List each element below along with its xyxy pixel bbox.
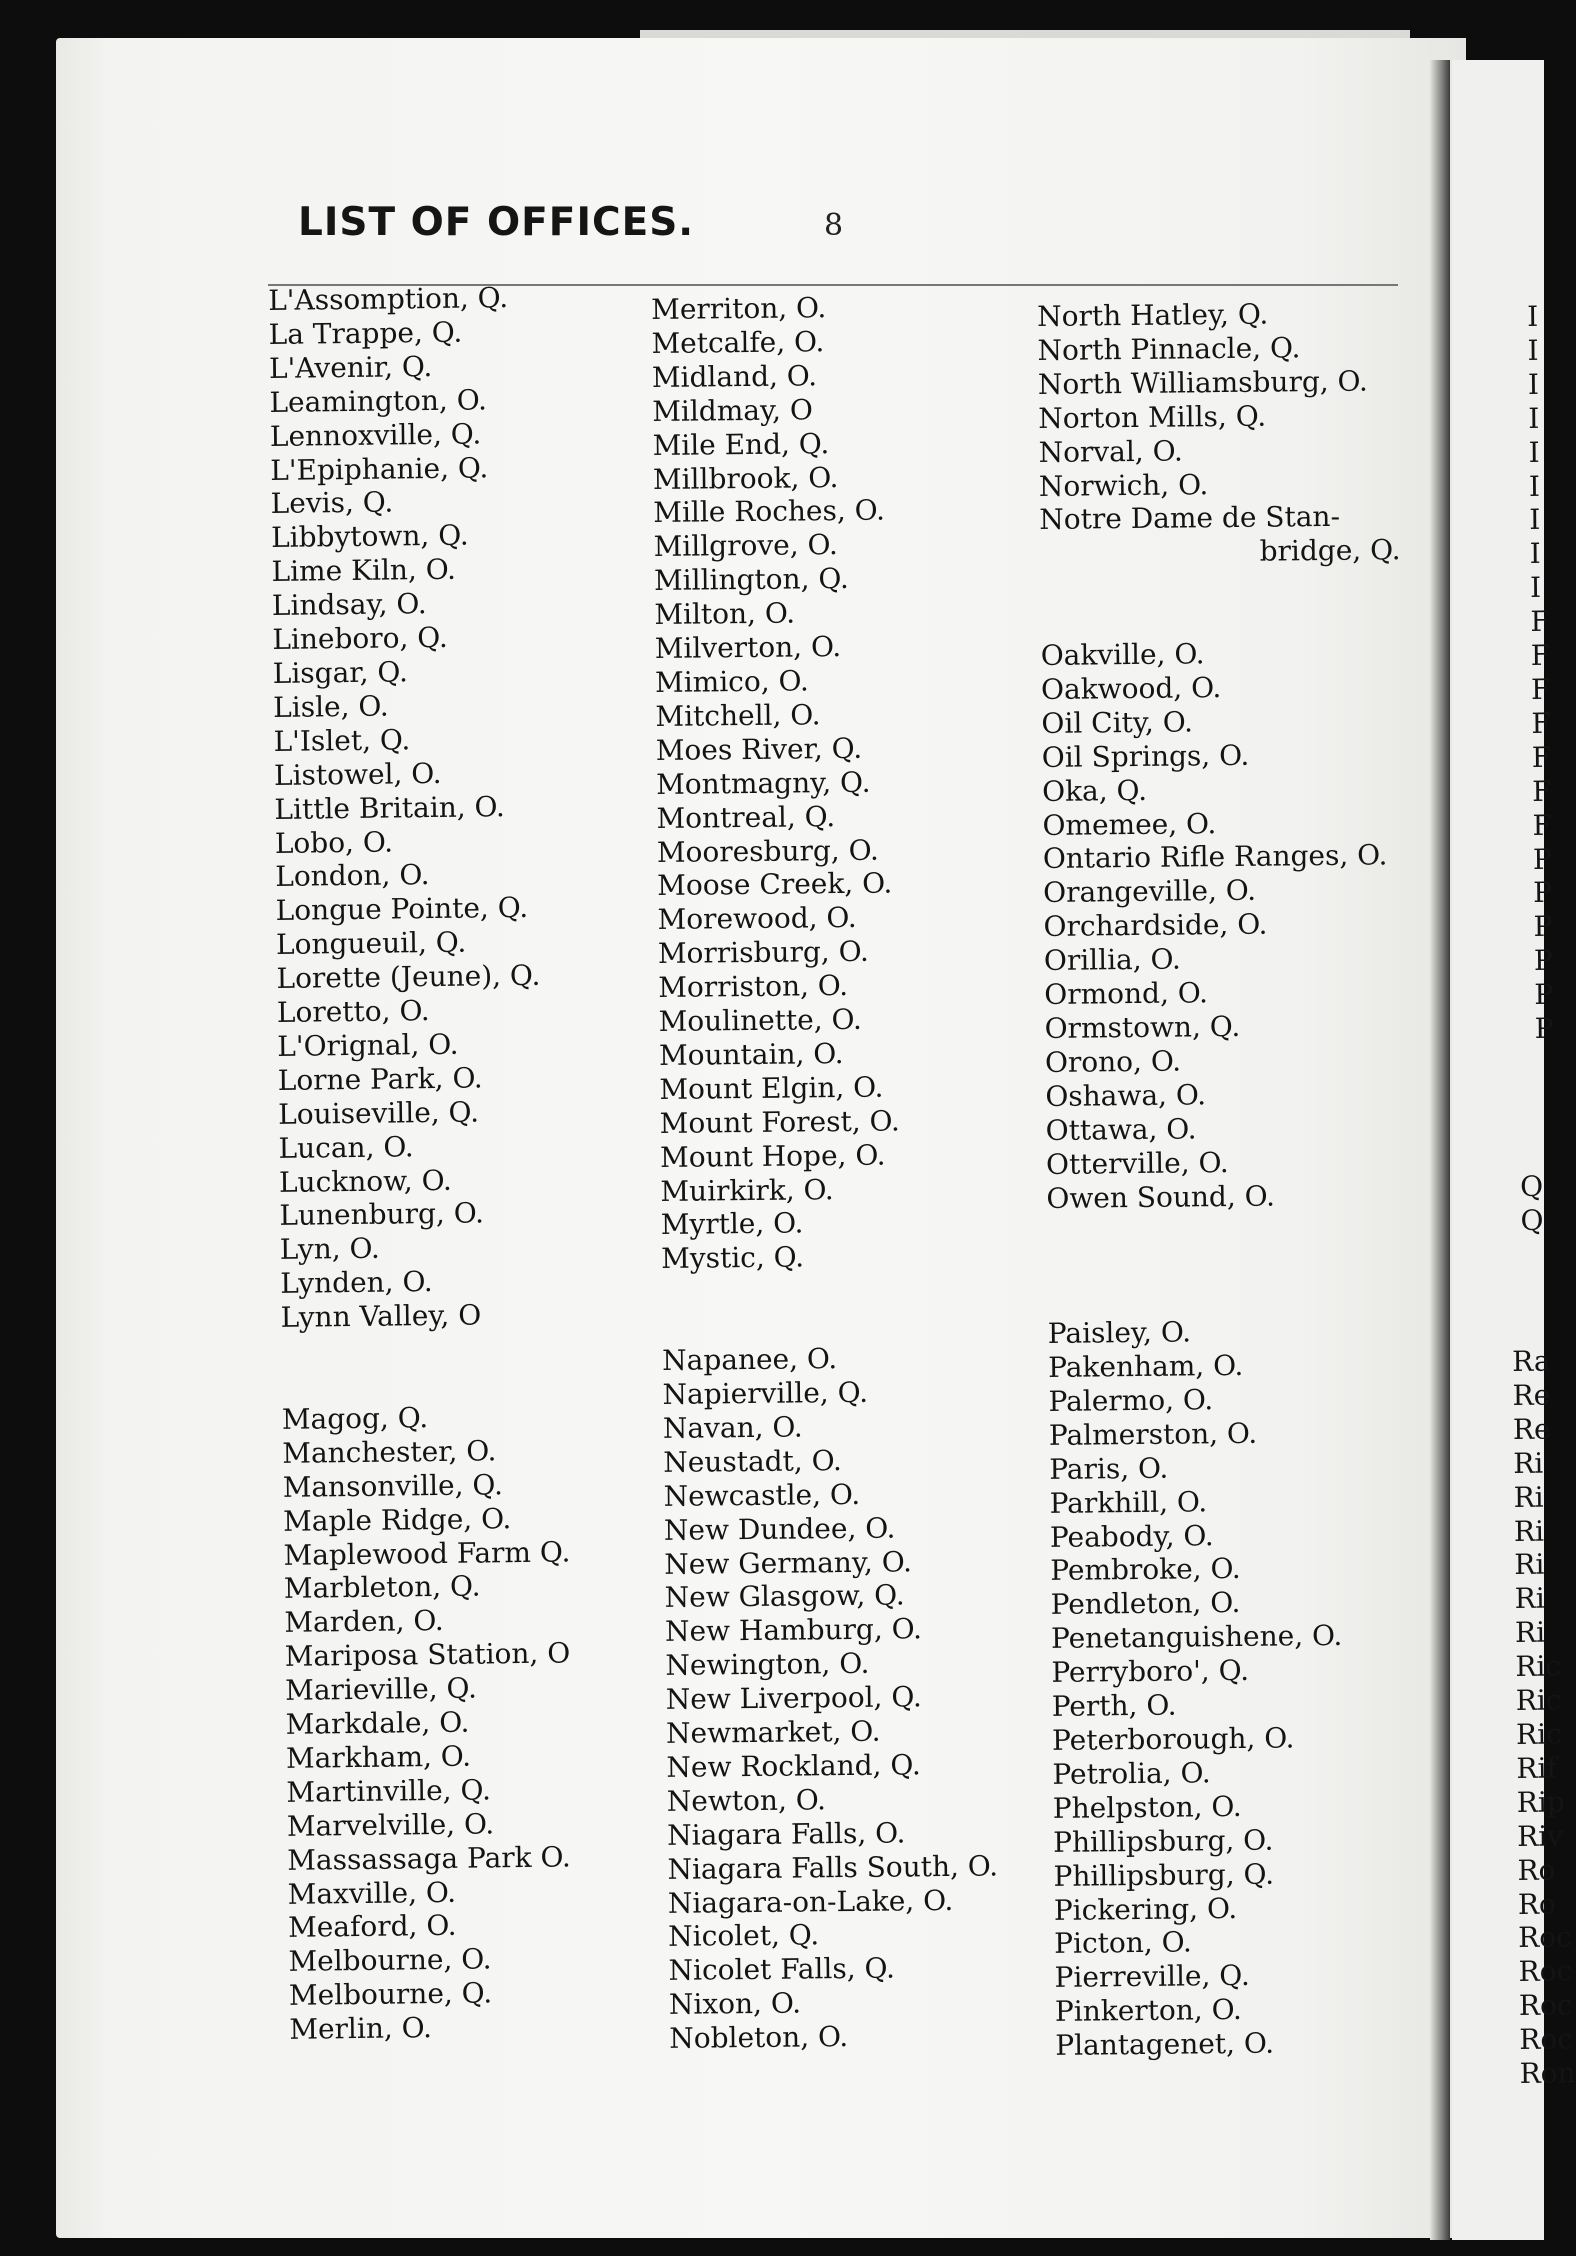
office-entry: Lisgar, Q. xyxy=(272,655,409,690)
office-entry: London, O. xyxy=(275,858,430,894)
office-entry: Napierville, Q. xyxy=(662,1375,869,1411)
office-entry: Orillia, O. xyxy=(1043,942,1181,978)
office-entry: Orangeville, O. xyxy=(1043,874,1257,910)
office-entry: Mille Roches, O. xyxy=(653,494,886,530)
office-entry: Norwich, O. xyxy=(1038,467,1209,503)
fragment-letters: Ri xyxy=(1513,1480,1544,1514)
office-entry: Phelpston, O. xyxy=(1052,1789,1242,1825)
office-entry: Magog, Q. xyxy=(281,1401,429,1436)
office-entry: Montreal, Q. xyxy=(656,799,836,835)
next-page-fragment-column-bottom xyxy=(1512,1344,1576,2090)
office-entry: Moulinette, O. xyxy=(658,1002,862,1038)
office-entry: Marvelville, O. xyxy=(286,1807,495,1843)
office-entry: North Hatley, Q. xyxy=(1037,297,1269,333)
office-entry: Notre Dame de Stan- xyxy=(1039,500,1341,537)
office-entry: Paris, O. xyxy=(1049,1451,1169,1486)
fragment-letters: I xyxy=(1529,537,1541,571)
fragment-letters: P xyxy=(1532,842,1552,876)
office-entry: Melbourne, O. xyxy=(288,1942,492,1979)
fragment-letters: F xyxy=(1530,672,1551,706)
office-entry: Mitchell, O. xyxy=(655,698,821,733)
office-entry: Napanee, O. xyxy=(662,1342,838,1378)
office-entry: L'Avenir, Q. xyxy=(268,349,433,385)
fragment-letters: Ro xyxy=(1517,1853,1556,1887)
office-entry: Maple Ridge, O. xyxy=(282,1501,512,1538)
fragment-letters: F xyxy=(1530,604,1550,639)
office-entry: New Dundee, O. xyxy=(663,1511,896,1547)
office-entry: Nicolet, Q. xyxy=(668,1918,820,1954)
office-entry: Pendleton, O. xyxy=(1050,1586,1241,1622)
office-entry: Niagara-on-Lake, O. xyxy=(667,1883,954,1920)
office-entry: La Trappe, Q. xyxy=(268,315,463,351)
office-entry: Niagara Falls, O. xyxy=(666,1816,906,1852)
office-entry: Norton Mills, Q. xyxy=(1038,399,1267,435)
office-entry: Ormstown, Q. xyxy=(1044,1009,1241,1045)
office-entry: Martinville, Q. xyxy=(286,1773,492,1809)
office-entry: Lindsay, O. xyxy=(271,587,427,623)
fragment-letters: Roc xyxy=(1518,1920,1573,1955)
fragment-letters: Ri xyxy=(1514,1548,1545,1582)
office-entry: Oka, Q. xyxy=(1041,773,1148,808)
list-gap xyxy=(281,1332,568,1369)
office-entry: Plantagenet, O. xyxy=(1055,2026,1275,2063)
fragment-letters: Ric xyxy=(1515,1683,1562,1718)
office-entry: Pinkerton, O. xyxy=(1054,1993,1243,2029)
office-entry: Lobo, O. xyxy=(274,825,394,860)
office-entry: Listowel, O. xyxy=(273,756,442,792)
list-gap xyxy=(661,1273,992,1310)
page-number: 8 xyxy=(824,208,844,243)
office-entry: Peterborough, O. xyxy=(1051,1721,1295,1757)
office-entry: Lisle, O. xyxy=(272,689,389,724)
list-gap xyxy=(1040,601,1401,639)
fragment-letters: Re xyxy=(1512,1412,1551,1446)
fragment-letters: Riv xyxy=(1516,1819,1564,1853)
office-entry: Lucknow, O. xyxy=(278,1163,452,1199)
office-entry: Otterville, O. xyxy=(1045,1145,1229,1181)
office-entry: Neustadt, O. xyxy=(663,1443,843,1479)
fragment-letters: Rip xyxy=(1516,1785,1565,1819)
office-entry: Morewood, O. xyxy=(657,901,857,937)
office-entry: Lucan, O. xyxy=(278,1129,414,1165)
office-entry: Mount Hope, O. xyxy=(659,1138,886,1174)
office-entry: Petrolia, O. xyxy=(1052,1756,1211,1791)
fragment-letters: Q xyxy=(1520,1169,1544,1203)
office-entry: Oil City, O. xyxy=(1041,705,1194,740)
office-entry: Lynden, O. xyxy=(280,1265,433,1301)
fragment-letters: F xyxy=(1531,774,1552,808)
office-entry: New Liverpool, Q. xyxy=(665,1680,923,1717)
office-entry: Ontario Rifle Ranges, O. xyxy=(1042,838,1388,876)
fragment-letters: P xyxy=(1533,876,1553,910)
office-entry: Navan, O. xyxy=(662,1410,803,1445)
office-entry: Paisley, O. xyxy=(1047,1315,1192,1351)
office-entry: Orchardside, O. xyxy=(1043,907,1268,944)
office-entry: Moose Creek, O. xyxy=(657,866,893,903)
office-entry: Mildmay, O xyxy=(652,393,814,428)
office-entry: bridge, Q. xyxy=(1259,533,1401,569)
office-column-3 xyxy=(1037,296,1416,2063)
office-entry: Oakwood, O. xyxy=(1040,671,1222,706)
office-entry: Marieville, Q. xyxy=(284,1671,478,1708)
office-entry: Louiseville, Q. xyxy=(277,1095,480,1131)
fragment-letters: Ri xyxy=(1513,1446,1544,1480)
office-entry: Perryboro', Q. xyxy=(1051,1654,1250,1690)
office-entry: Ottawa, O. xyxy=(1045,1112,1197,1147)
office-entry: Montmagny, Q. xyxy=(655,765,871,801)
office-entry: Mariposa Station, O xyxy=(284,1636,571,1674)
office-entry: Nixon, O. xyxy=(668,1986,802,2022)
office-entry: Metcalfe, O. xyxy=(651,325,825,360)
fragment-letters: P xyxy=(1533,910,1553,944)
office-entry: Morriston, O. xyxy=(658,969,849,1005)
office-entry: Little Britain, O. xyxy=(274,789,505,826)
fragment-letters: I xyxy=(1529,503,1541,537)
fragment-letters: Ra xyxy=(1512,1344,1551,1378)
fragment-letters: F xyxy=(1532,808,1553,842)
office-entry: Markham, O. xyxy=(285,1739,472,1775)
fragment-letters: I xyxy=(1528,435,1540,469)
fragment-letters: I xyxy=(1527,333,1539,367)
fragment-letters: Re xyxy=(1512,1378,1551,1412)
office-entry: Pickering, O. xyxy=(1053,1891,1238,1927)
fragment-letters: Ro xyxy=(1517,1887,1556,1921)
office-entry: Pierreville, Q. xyxy=(1054,1959,1250,1995)
fragment-letters: I xyxy=(1527,367,1540,401)
fragment-letters: P xyxy=(1534,1011,1554,1045)
office-entry: Lime Kiln, O. xyxy=(271,552,457,589)
office-entry: Mystic, Q. xyxy=(660,1240,805,1276)
office-entry: Palmerston, O. xyxy=(1048,1416,1258,1452)
office-entry: L'Islet, Q. xyxy=(273,723,411,758)
fragment-letters: Ric xyxy=(1515,1717,1562,1751)
office-entry: Milton, O. xyxy=(654,596,796,632)
office-entry: Lyn, O. xyxy=(279,1232,380,1267)
fragment-letters: F xyxy=(1531,706,1552,740)
office-entry: Marden, O. xyxy=(284,1604,444,1640)
office-entry: New Hamburg, O. xyxy=(664,1612,923,1649)
office-entry: Longueuil, Q. xyxy=(275,925,467,962)
office-entry: Perth, O. xyxy=(1051,1688,1177,1724)
office-entry: Massassaga Park O. xyxy=(287,1840,571,1877)
office-entry: Moes River, Q. xyxy=(655,731,863,767)
office-entry: Phillipsburg, O. xyxy=(1052,1823,1274,1859)
office-entry: Lineboro, Q. xyxy=(272,620,448,657)
office-entry: Omemee, O. xyxy=(1042,806,1217,842)
office-entry: Newcastle, O. xyxy=(663,1477,861,1513)
office-entry: Newington, O. xyxy=(665,1647,870,1683)
office-entry: L'Assomption, Q. xyxy=(268,281,509,317)
office-entry: Millington, Q. xyxy=(653,562,850,598)
office-entry: Norval, O. xyxy=(1038,434,1183,469)
office-entry: North Pinnacle, Q. xyxy=(1037,331,1301,367)
office-entry: Nobleton, O. xyxy=(669,2020,849,2056)
office-entry: Lorette (Jeune), Q. xyxy=(276,958,541,996)
office-entry: Muirkirk, O. xyxy=(660,1172,834,1208)
office-entry: L'Orignal, O. xyxy=(277,1027,459,1063)
office-entry: Penetanguishene, O. xyxy=(1050,1619,1343,1656)
list-gap xyxy=(1040,567,1401,605)
office-entry: North Williamsburg, O. xyxy=(1037,364,1368,401)
office-entry: New Glasgow, Q. xyxy=(664,1578,905,1615)
office-entry: Maplewood Farm Q. xyxy=(283,1534,571,1572)
list-gap xyxy=(662,1307,993,1344)
office-entry: L'Epiphanie, Q. xyxy=(270,450,489,487)
office-entry: Marbleton, Q. xyxy=(283,1569,481,1606)
fragment-letters: Q xyxy=(1520,1203,1544,1237)
office-entry: Lunenburg, O. xyxy=(279,1196,485,1233)
fragment-letters: Ri xyxy=(1513,1514,1545,1548)
office-entry: Melbourne, Q. xyxy=(288,1976,493,2013)
office-entry: Loretto, O. xyxy=(276,994,430,1029)
office-entry: Pembroke, O. xyxy=(1050,1552,1241,1588)
office-entry: Orono, O. xyxy=(1044,1044,1182,1079)
office-entry: Mansonville, Q. xyxy=(282,1467,504,1504)
fragment-letters: Ric xyxy=(1515,1649,1562,1684)
office-entry: Picton, O. xyxy=(1054,1925,1193,1961)
office-entry: Markdale, O. xyxy=(285,1705,470,1741)
page-gutter xyxy=(1430,60,1450,2240)
fragment-letters: Ri xyxy=(1514,1615,1546,1650)
office-entry: Longue Pointe, Q. xyxy=(275,891,529,928)
office-column-2 xyxy=(651,290,1000,2056)
office-entry: Levis, Q. xyxy=(270,485,394,521)
office-entry: Phillipsburg, Q. xyxy=(1053,1857,1275,1893)
office-entry: Mooresburg, O. xyxy=(656,833,880,869)
office-entry: New Germany, O. xyxy=(664,1544,913,1581)
office-entry: Merriton, O. xyxy=(651,291,827,326)
office-entry: Palermo, O. xyxy=(1048,1383,1214,1418)
list-gap xyxy=(1047,1245,1408,1283)
office-entry: Peabody, O. xyxy=(1049,1518,1214,1554)
office-entry: New Rockland, Q. xyxy=(666,1748,922,1784)
office-entry: Pakenham, O. xyxy=(1048,1348,1244,1384)
office-entry: Maxville, O. xyxy=(287,1875,457,1911)
office-entry: Mount Elgin, O. xyxy=(659,1070,884,1106)
next-page-fragment-column-middle xyxy=(1520,1170,1544,1238)
office-entry: Manchester, O. xyxy=(282,1434,497,1470)
office-entry: Lennoxville, Q. xyxy=(269,417,482,453)
office-entry: Myrtle, O. xyxy=(660,1206,804,1242)
office-entry: Ormond, O. xyxy=(1044,976,1209,1012)
fragment-letters: F xyxy=(1530,638,1551,673)
office-entry: Milverton, O. xyxy=(654,630,842,666)
office-entry: Morrisburg, O. xyxy=(657,934,869,971)
office-entry: Nicolet Falls, Q. xyxy=(668,1951,896,1988)
office-entry: Mile End, Q. xyxy=(652,426,830,462)
office-entry: Mimico, O. xyxy=(654,664,809,699)
fragment-letters: I xyxy=(1528,401,1540,435)
fragment-letters: Roc xyxy=(1518,1988,1573,2023)
list-gap xyxy=(1047,1212,1408,1250)
fragment-letters: Roc xyxy=(1518,1954,1573,1989)
fragment-letters: I xyxy=(1527,299,1539,333)
office-entry: Oakville, O. xyxy=(1040,637,1205,673)
office-entry: Parkhill, O. xyxy=(1049,1484,1208,1520)
fragment-letters: Ron xyxy=(1519,2056,1576,2090)
fragment-letters: I xyxy=(1528,469,1541,503)
list-gap xyxy=(281,1365,568,1402)
fragment-letters: F xyxy=(1531,740,1552,774)
office-entry: Lorne Park, O. xyxy=(277,1061,483,1097)
fragment-letters: Rif xyxy=(1516,1751,1558,1785)
fragment-letters: I xyxy=(1529,571,1542,605)
office-entry: Meaford, O. xyxy=(287,1909,457,1945)
office-entry: Owen Sound, O. xyxy=(1046,1179,1276,1215)
office-entry: Mountain, O. xyxy=(658,1036,844,1072)
fragment-letters: Ri xyxy=(1514,1582,1545,1616)
fragment-letters: P xyxy=(1534,977,1554,1012)
office-entry: Newmarket, O. xyxy=(665,1714,881,1750)
office-entry: Merlin, O. xyxy=(289,2011,433,2047)
office-entry: Oil Springs, O. xyxy=(1041,738,1250,774)
office-entry: Oshawa, O. xyxy=(1045,1078,1207,1113)
office-entry: Mount Forest, O. xyxy=(659,1104,900,1140)
fragment-letters: Roc xyxy=(1519,2022,1574,2057)
office-entry: Millbrook, O. xyxy=(652,460,839,496)
office-entry: Millgrove, O. xyxy=(653,528,838,564)
office-entry: Leamington, O. xyxy=(269,383,488,419)
page-title: LIST OF OFFICES. xyxy=(298,200,695,245)
office-entry: Lynn Valley, O xyxy=(280,1298,482,1335)
office-entry: Niagara Falls South, O. xyxy=(667,1849,999,1886)
fragment-letters: P xyxy=(1533,943,1553,978)
office-entry: Newton, O. xyxy=(666,1783,827,1818)
list-gap xyxy=(1047,1279,1408,1317)
office-column-1 xyxy=(268,280,576,2046)
office-entry: Libbytown, Q. xyxy=(270,518,469,555)
office-entry: Midland, O. xyxy=(651,359,818,394)
